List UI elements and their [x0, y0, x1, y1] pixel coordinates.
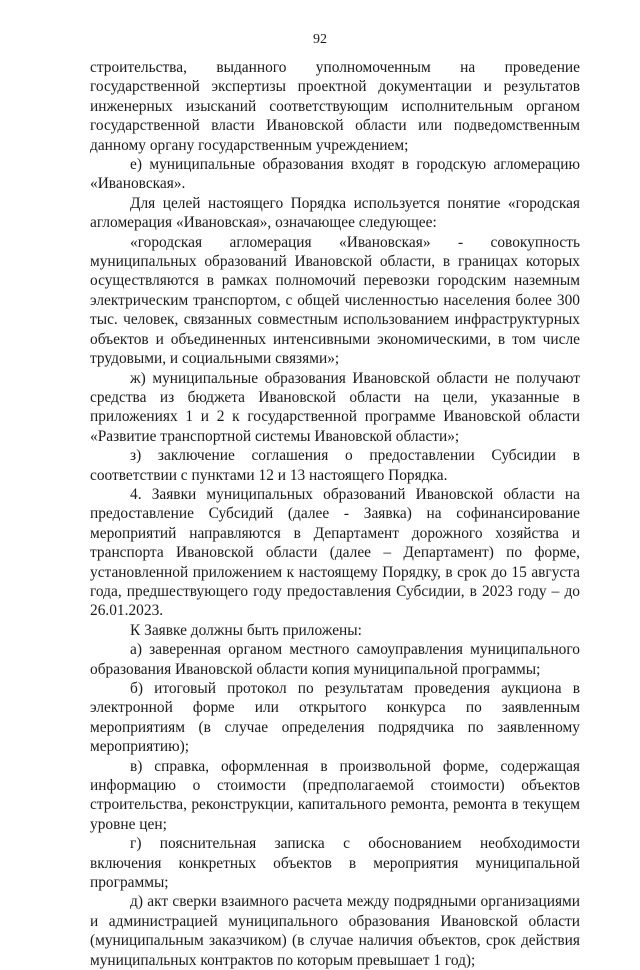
paragraph: 4. Заявки муниципальных образований Ивановской области на предоставление Субсидий (далее - Заявка) на софинансирование мероприятий направляются в Департамент дорожного хозяйства и транспорта Ивановской области (далее – Департамент) по форме, установленной приложением к настоящему Порядку, в срок до 15 августа года, предшествующего году предоставления Субсидии, в 2023 году – до 26.01.2023.: [90, 485, 580, 620]
paragraph: К Заявке должны быть приложены:: [130, 621, 362, 639]
paragraph: е) муниципальные образования входят в городскую агломерацию «Ивановская».: [90, 156, 580, 193]
page-number: 92: [313, 32, 327, 47]
paragraph: б) итоговый протокол по результатам проведения аукциона в электронной форме или открытого конкурса по заявленным мероприятиям (в случае определения подрядчика по заявленному мероприятию);: [90, 680, 580, 756]
document-body: [90, 58, 580, 970]
paragraph: з) заключение соглашения о предоставлении Субсидии в соответствии с пунктами 12 и 13 настоящего Порядка.: [90, 447, 580, 484]
paragraph: ж) муниципальные образования Ивановской области не получают средства из бюджета Ивановской области на цели, указанные в приложениях 1 и 2 к государственной программе Ивановской области «Развитие транспортной системы Ивановской области»;: [90, 369, 580, 445]
paragraph: г) пояснительная записка с обоснованием необходимости включения конкретных объектов в мероприятия муниципальной программы;: [90, 835, 580, 892]
paragraph: Для целей настоящего Порядка используется понятие «городская агломерация «Ивановская», означающее следующее:: [90, 194, 580, 232]
paragraph: а) заверенная органом местного самоуправления муниципального образования Ивановской области копия муниципальной программы;: [90, 641, 580, 678]
paragraph: в) справка, оформленная в произвольной форме, содержащая информацию о стоимости (предполагаемой стоимости) объектов строительства, реконструкции, капитального ремонта, ремонта в текущем уровне цен;: [90, 757, 580, 833]
paragraph: д) акт сверки взаимного расчета между подрядными организациями и администрацией муниципального образования Ивановской области (муниципальным заказчиком) (в случае наличия объектов, срок действия муниципальных контрактов по которым превышает 1 год);: [90, 893, 580, 969]
paragraph: строительства, выданного уполномоченным на проведение государственной экспертизы проектной документации и результатов инженерных изысканий соответствующим исполнительным органом государственной власти Ивановской области или подведомственным данному органу государственным учреждением;: [90, 59, 580, 154]
paragraph: «городская агломерация «Ивановская» - совокупность муниципальных образований Ивановской области, в границах которых осуществляются в рамках полномочий перевозки городским наземным электрическим транспортом, с общей численностью населения более 300 тыс. человек, связанных совместным использованием инфраструктурных объектов и объединенных интенсивными экономическими, в том числе трудовыми, и социальными связями»;: [90, 233, 580, 368]
